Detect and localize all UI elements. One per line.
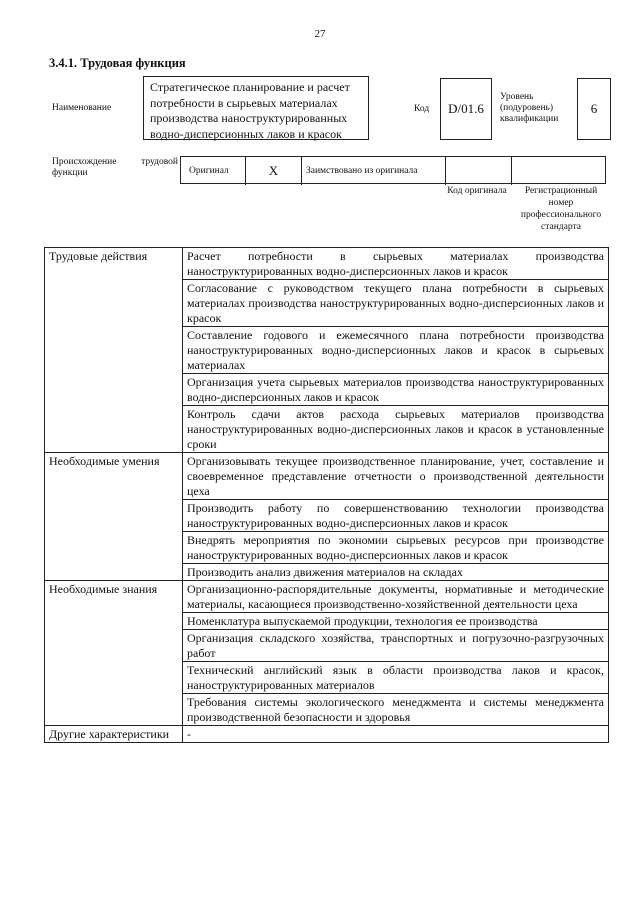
table-item: Требования системы экологического менеджмента и системы менеджмента производственной безопасности и здоровья: [183, 694, 609, 726]
page-number: 27: [314, 28, 326, 40]
origin-row: [180, 156, 606, 184]
section-heading: Другие характеристики: [45, 726, 183, 743]
code-label: Код: [414, 104, 430, 114]
table-item: Производить работу по совершенствованию технологии производства наноструктурированных водно-дисперсионных лаков и красок: [183, 500, 609, 532]
table-row: [45, 248, 609, 280]
reg-number-cell: [511, 157, 607, 185]
table-item: Организация складского хозяйства, транспортных и погрузочно-разгрузочных работ: [183, 630, 609, 662]
table-item: Производить анализ движения материалов на складах: [183, 564, 609, 581]
table-row: [45, 726, 609, 743]
original-label: Оригинал: [189, 165, 229, 176]
table-row: [45, 453, 609, 500]
function-table: [44, 247, 609, 743]
table-item: Составление годового и ежемесячного плана потребности производства наноструктурированных водно-дисперсионных лаков и красок в сырьевых материалах: [183, 327, 609, 374]
original-code-cell: [445, 157, 511, 185]
level-label: Уровень (подуровень) квалификации: [500, 92, 559, 124]
table-item: -: [183, 726, 609, 743]
table-item: Согласование с руководством текущего плана потребности в сырьевых материалах производства наноструктурированных водно-дисперсионных лаков и красок: [183, 280, 609, 327]
table-row: [45, 581, 609, 613]
section-title: 3.4.1. Трудовая функция: [49, 56, 186, 70]
table-item: Расчет потребности в сырьевых материалах производства наноструктурированных водно-дисперсионных лаков и красок: [183, 248, 609, 280]
name-label: Наименование: [52, 103, 112, 113]
table-item: Номенклатура выпускаемой продукции, технология ее производства: [183, 613, 609, 630]
table-item: Организационно-распорядительные документы, нормативные и методические материалы, касающиеся производственно-хозяйственной деятельности цеха: [183, 581, 609, 613]
code-value-box: D/01.6: [440, 78, 492, 140]
original-mark: X: [245, 157, 301, 185]
table-item: Технический английский язык в области производства лаков и красок, наноструктурированных материалов: [183, 662, 609, 694]
code-original-caption: Код оригинала: [447, 186, 507, 196]
level-value-box: 6: [577, 78, 611, 140]
table-item: Организовывать текущее производственное планирование, учет, составление и своевременное представление отчетности о производственной деятельности цеха: [183, 453, 609, 500]
section-heading: Необходимые умения: [45, 453, 183, 581]
borrowed-label: Заимствовано из оригинала: [301, 157, 445, 185]
table-item: Внедрять мероприятия по экономии сырьевых ресурсов при производстве наноструктурированных водно-дисперсионных лаков и красок: [183, 532, 609, 564]
section-heading: Трудовые действия: [45, 248, 183, 453]
table-item: Контроль сдачи актов расхода сырьевых материалов производства наноструктурированных водно-дисперсионных лаков и красок в установленные сроки: [183, 406, 609, 453]
origin-label: Происхождение трудовой функции: [52, 157, 178, 178]
table-item: Организация учета сырьевых материалов производства наноструктурированных водно-дисперсионных лаков и красок: [183, 374, 609, 406]
function-name-box: Стратегическое планирование и расчет потребности в сырьевых материалах производства наноструктурированных водно-дисперсионных лаков и красок: [143, 76, 369, 140]
reg-number-caption: Регистрационный номер профессионального стандарта: [520, 186, 602, 232]
section-heading: Необходимые знания: [45, 581, 183, 726]
